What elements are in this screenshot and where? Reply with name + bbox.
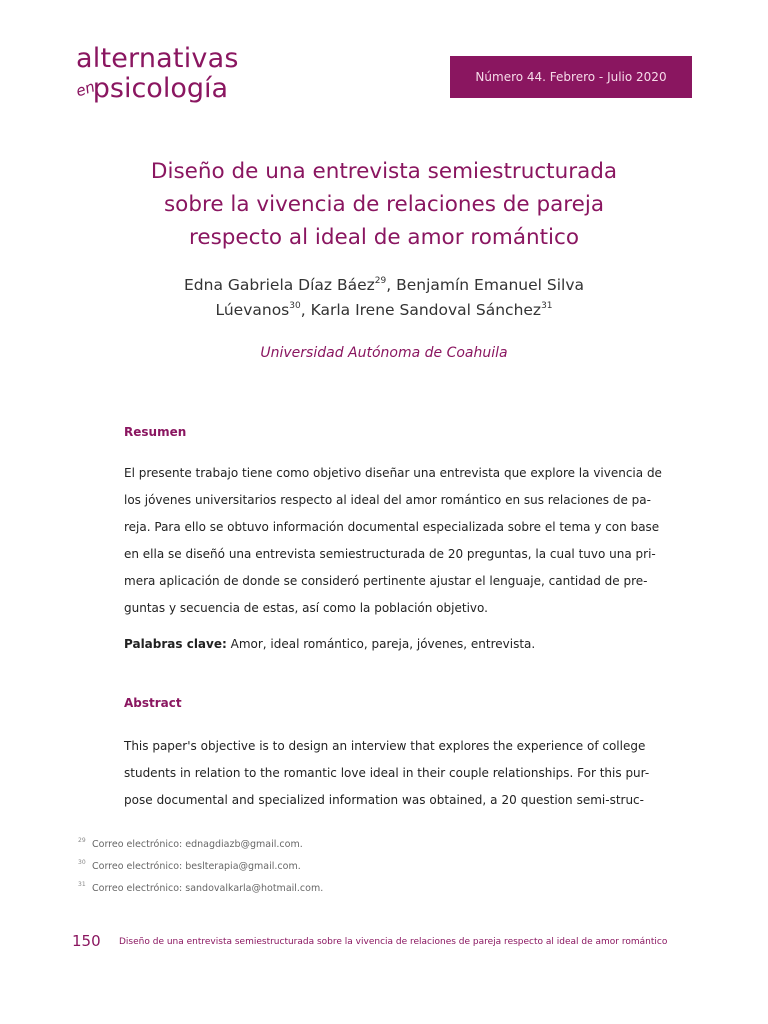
abstract-line: students in relation to the romantic love ideal in their couple relationships. For this pur- (124, 766, 650, 780)
keywords (124, 637, 535, 651)
footnote-text: Correo electrónico: beslterapia@gmail.com. (92, 861, 301, 872)
affiliation: Universidad Autónoma de Coahuila (260, 345, 508, 361)
author-list (84, 273, 684, 323)
footnote-ref[interactable]: 30 (289, 301, 301, 311)
footnote (78, 832, 323, 854)
resumen-line: guntas y secuencia de estas, así como la población objetivo. (124, 601, 488, 615)
journal-logo (73, 43, 239, 104)
footnotes (78, 832, 323, 898)
author-name: , Benjamín Emanuel Silva (386, 276, 584, 294)
title-line: Diseño de una entrevista semiestructurada (150, 159, 618, 184)
author-row (84, 298, 684, 323)
footnote-ref[interactable]: 31 (541, 301, 553, 311)
title-line: respecto al ideal de amor romántico (188, 225, 580, 250)
resumen-line: reja. Para ello se obtuvo información documental especializada sobre el tema y con base (124, 520, 660, 534)
resumen-line: El presente trabajo tiene como objetivo diseñar una entrevista que explore la vivencia de (124, 466, 662, 480)
resumen-body (124, 460, 662, 622)
page-number: 150 (72, 932, 101, 950)
footnote-text: Correo electrónico: sandovalkarla@hotmail.com. (92, 883, 324, 894)
author-name: Edna Gabriela Díaz Báez (184, 276, 375, 294)
logo-en-mark: en (73, 77, 98, 101)
resumen-line: en ella se diseñó una entrevista semiestructurada de 20 preguntas, la cual tuvo una pri- (124, 547, 656, 561)
logo-line1: alternativas (76, 43, 239, 74)
author-name: , Karla Irene Sandoval Sánchez (300, 301, 542, 319)
logo-line2-text: psicología (92, 73, 229, 104)
abstract-line: This paper's objective is to design an interview that explores the experience of college (124, 739, 646, 753)
author-row (84, 273, 684, 298)
resumen-line: mera aplicación de donde se consideró pertinente ajustar el lenguaje, cantidad de pre- (124, 574, 648, 588)
abstract-body (124, 733, 650, 814)
footnote-number: 29 (78, 837, 86, 844)
footnote-ref[interactable]: 29 (374, 276, 387, 286)
footnote-number: 31 (78, 881, 86, 888)
footnote (78, 876, 323, 898)
article-title (84, 155, 684, 254)
running-title: Diseño de una entrevista semiestructurada sobre la vivencia de relaciones de pareja respecto al ideal de amor romántico (119, 937, 668, 947)
resumen-heading: Resumen (124, 425, 187, 439)
footnote-number: 30 (78, 859, 86, 866)
footnote (78, 854, 323, 876)
keywords-text: Amor, ideal romántico, pareja, jóvenes, entrevista. (226, 637, 536, 651)
author-name: Lúevanos (215, 301, 290, 319)
issue-banner: Número 44. Febrero - Julio 2020 (450, 56, 692, 98)
keywords-label: Palabras clave: (124, 637, 227, 651)
resumen-line: los jóvenes universitarios respecto al ideal del amor romántico en sus relaciones de pa- (124, 493, 651, 507)
abstract-line: pose documental and specialized information was obtained, a 20 question semi-struc- (124, 793, 644, 807)
logo-line2 (73, 73, 239, 104)
abstract-heading: Abstract (124, 696, 182, 710)
title-line: sobre la vivencia de relaciones de pareja (163, 192, 605, 217)
footnote-text: Correo electrónico: ednagdiazb@gmail.com. (92, 839, 303, 850)
